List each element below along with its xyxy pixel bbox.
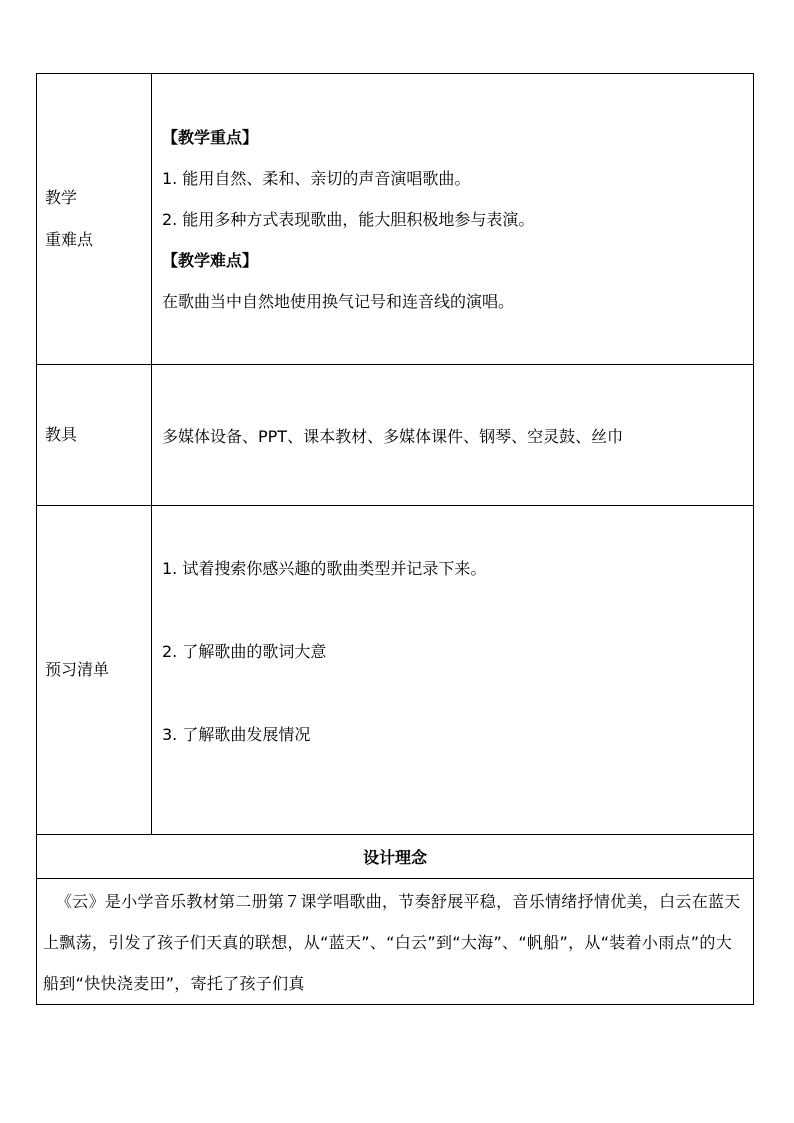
- key-points-label-cell: [37, 74, 152, 365]
- focus-item-1: 1. 能用自然、柔和、亲切的声音演唱歌曲。: [162, 168, 471, 188]
- design-heading-row: [37, 835, 754, 879]
- design-body-row: [37, 879, 754, 1005]
- tools-label: 教具: [37, 365, 152, 506]
- design-heading: 设计理念: [37, 835, 754, 879]
- preview-label: 预习清单: [37, 506, 152, 835]
- focus-item-2: 2. 能用多种方式表现歌曲，能大胆积极地参与表演。: [162, 209, 535, 229]
- design-body-text: 《云》是小学音乐教材第二册第７课学唱歌曲，节奏舒展平稳，音乐情绪抒情优美，白云在蓝天上飘荡，引发了孩子们天真的联想，从“蓝天”、“白云”到“大海”、“帆船”，从“装着小雨点”的大船到“快快浇麦田”，寄托了孩子们真: [37, 879, 754, 1005]
- tools-content: 多媒体设备、PPT、课本教材、多媒体课件、钢琴、空灵鼓、丝巾: [152, 365, 754, 506]
- focus-heading: 【教学重点】: [162, 127, 259, 147]
- key-points-row: [37, 74, 754, 365]
- preview-item-3: 3. 了解歌曲发展情况: [162, 725, 311, 744]
- key-points-label-line1: 教学: [45, 188, 78, 207]
- tools-row: [37, 365, 754, 506]
- preview-row: [37, 506, 754, 835]
- preview-content-cell: [152, 506, 754, 835]
- difficulty-text: 在歌曲当中自然地使用换气记号和连音线的演唱。: [162, 291, 515, 311]
- preview-item-2: 2. 了解歌曲的歌词大意: [162, 642, 327, 661]
- preview-item-1: 1. 试着搜索你感兴趣的歌曲类型并记录下来。: [162, 559, 487, 578]
- difficulty-heading: 【教学难点】: [162, 250, 259, 270]
- key-points-label-line2: 重难点: [45, 230, 94, 249]
- lesson-plan-table: [36, 73, 754, 1005]
- key-points-content-cell: [152, 74, 754, 365]
